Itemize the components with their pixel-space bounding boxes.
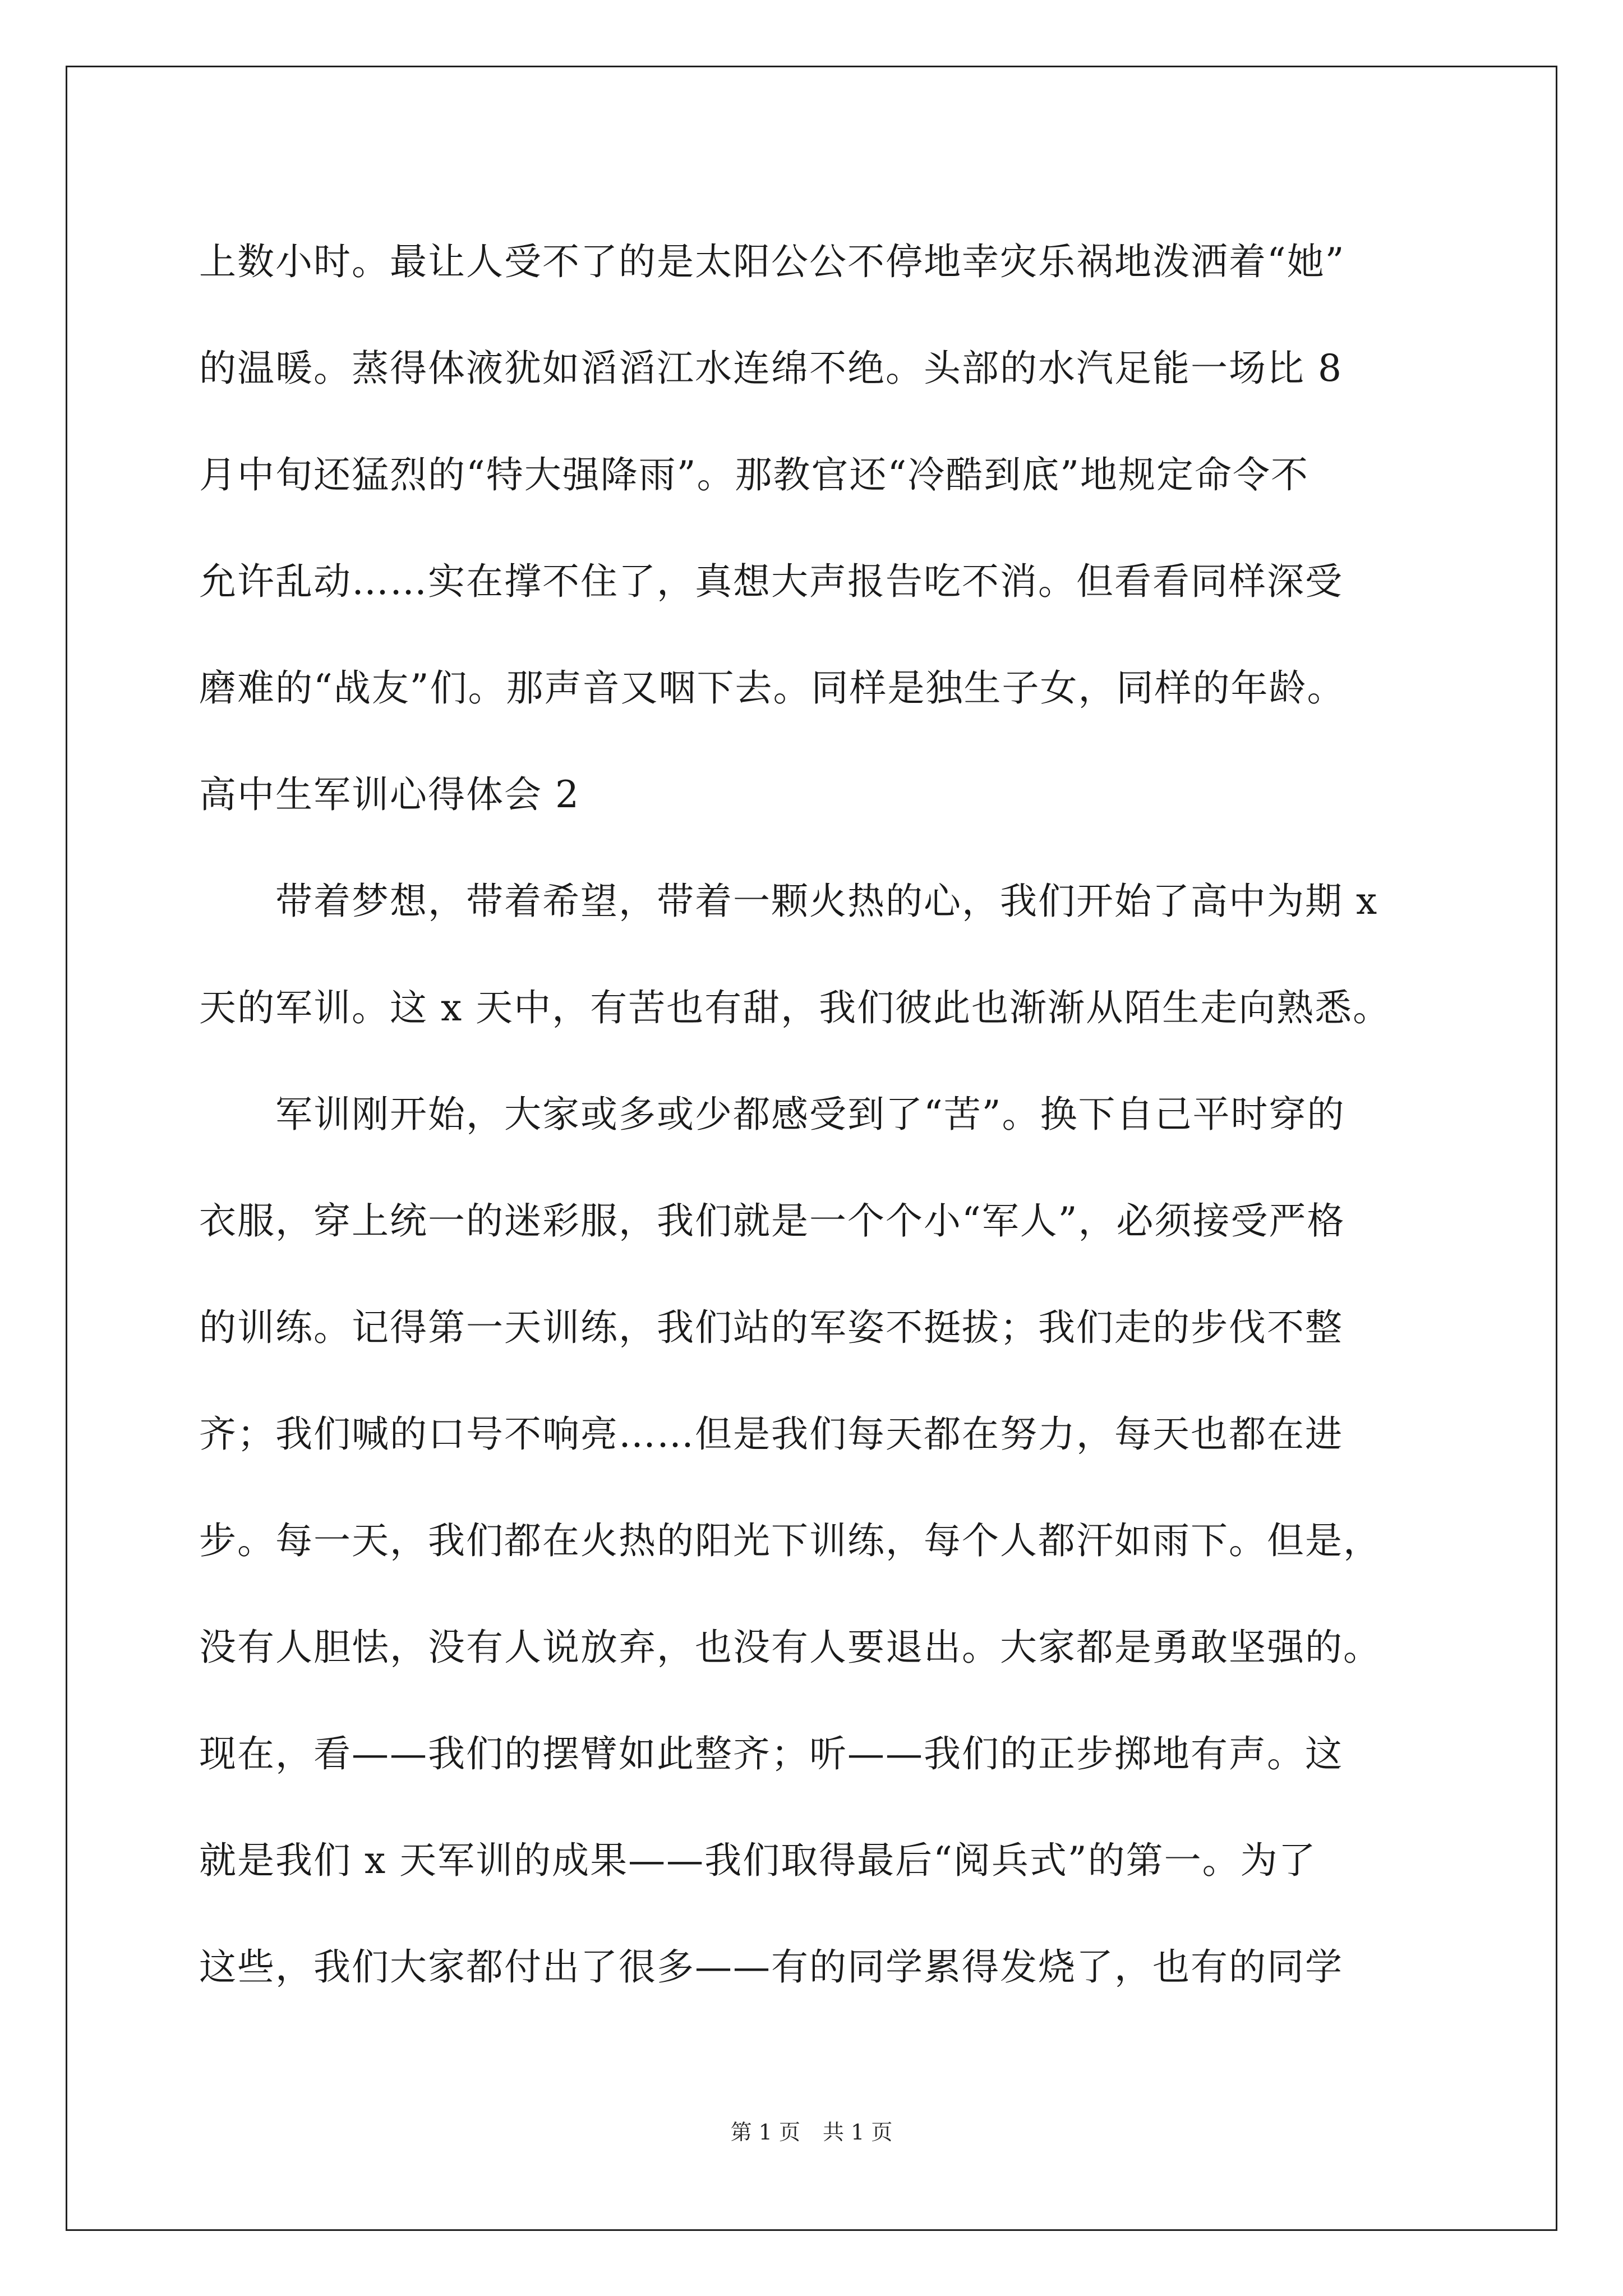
section-heading: 高中生军训心得体会 2 — [199, 773, 580, 816]
text-line: 带着梦想，带着希望，带着一颗火热的心，我们开始了高中为期 x — [199, 880, 1378, 923]
text-line: 齐；我们喊的口号不响亮……但是我们每天都在努力，每天也都在进 — [199, 1412, 1343, 1456]
text-line: 的温暖。蒸得体液犹如滔滔江水连绵不绝。头部的水汽足能一场比 8 — [199, 347, 1343, 390]
text-line: 现在，看——我们的摆臂如此整齐；听——我们的正步掷地有声。这 — [199, 1732, 1343, 1775]
text-line: 没有人胆怯，没有人说放弃，也没有人要退出。大家都是勇敢坚强的。 — [199, 1626, 1381, 1669]
text-line: 军训刚开始，大家或多或少都感受到了“苦”。换下自己平时穿的 — [199, 1093, 1345, 1136]
page-footer — [0, 2118, 1623, 2146]
page-total: 共 1 页 — [823, 2120, 893, 2145]
text-line: 就是我们 x 天军训的成果——我们取得最后“阅兵式”的第一。为了 — [199, 1839, 1317, 1882]
text-line: 衣服，穿上统一的迷彩服，我们就是一个个小“军人”，必须接受严格 — [199, 1199, 1345, 1243]
page-number: 第 1 页 — [730, 2120, 800, 2145]
text-line: 月中旬还猛烈的“特大强降雨”。那教官还“冷酷到底”地规定命令不 — [199, 453, 1309, 496]
text-line: 的训练。记得第一天训练，我们站的军姿不挺拔；我们走的步伐不整 — [199, 1306, 1343, 1349]
text-line: 允许乱动……实在撑不住了，真想大声报告吃不消。但看看同样深受 — [199, 560, 1343, 603]
text-line: 步。每一天，我们都在火热的阳光下训练，每个人都汗如雨下。但是， — [199, 1519, 1381, 1562]
text-line: 天的军训。这 x 天中，有苦也有甜，我们彼此也渐渐从陌生走向熟悉。 — [199, 986, 1391, 1029]
text-line: 上数小时。最让人受不了的是太阳公公不停地幸灾乐祸地泼洒着“她” — [199, 240, 1345, 283]
text-line: 磨难的“战友”们。那声音又咽下去。同样是独生子女，同样的年龄。 — [199, 666, 1345, 710]
text-line: 这些，我们大家都付出了很多——有的同学累得发烧了，也有的同学 — [199, 1945, 1343, 1989]
document-body — [199, 209, 1461, 2021]
